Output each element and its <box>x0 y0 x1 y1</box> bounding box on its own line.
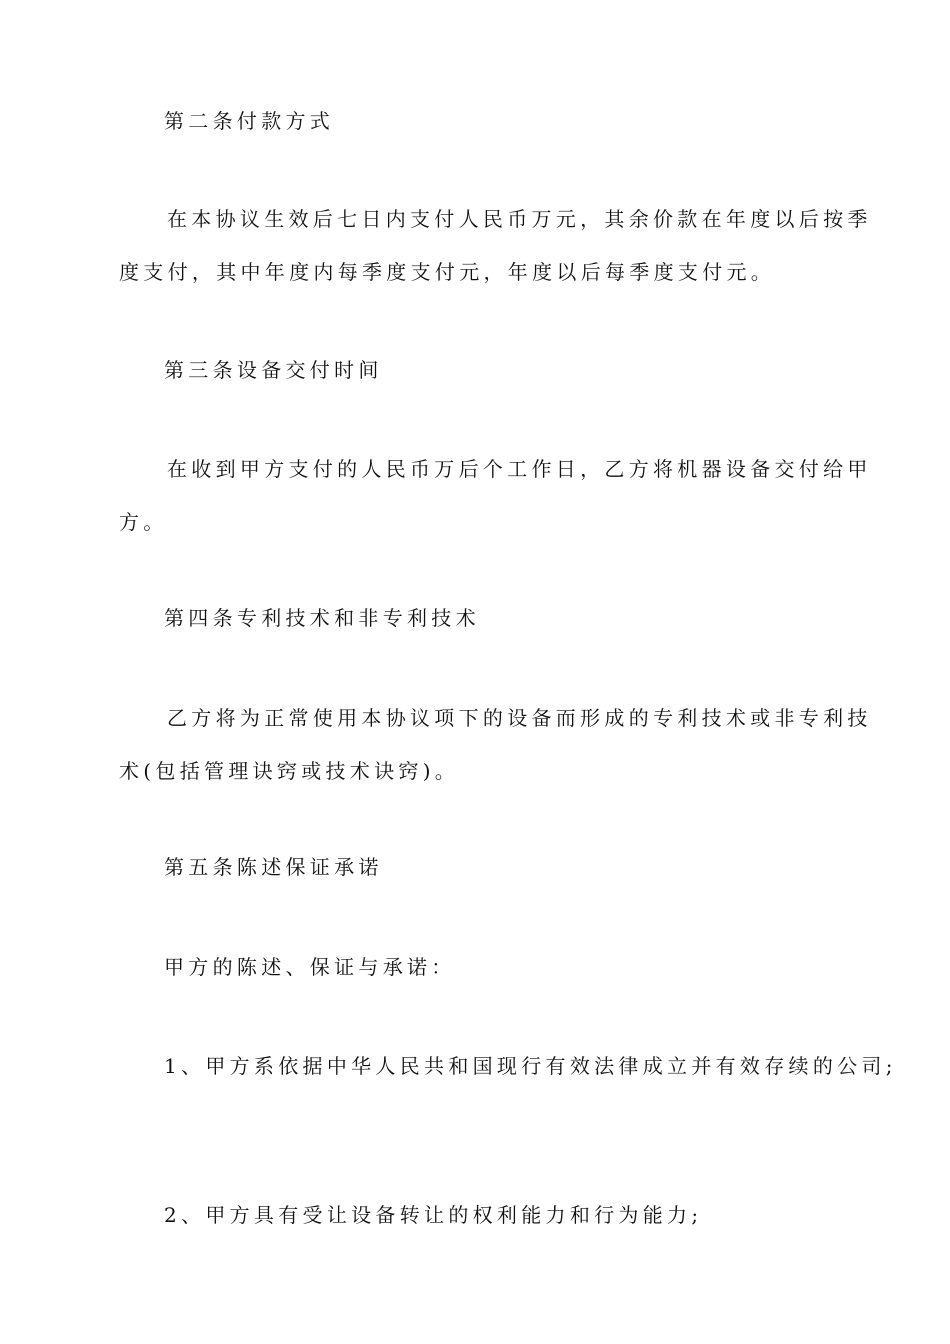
article2-paragraph-line2: 度支付，其中年度内每季度支付元，年度以后每季度支付元。 <box>119 260 776 284</box>
article5-intro: 甲方的陈述、保证与承诺： <box>164 955 456 979</box>
article4-heading: 第四条专利技术和非专利技术 <box>164 606 480 630</box>
article5-item-2: 2、甲方具有受让设备转让的权利能力和行为能力; <box>164 1203 703 1227</box>
article5-item-1: 1、甲方系依据中华人民共和国现行有效法律成立并有效存续的公司; <box>164 1054 897 1078</box>
article5-heading: 第五条陈述保证承诺 <box>164 855 383 879</box>
article2-heading: 第二条付款方式 <box>164 109 335 133</box>
article4-paragraph-line1: 乙方将为正常使用本协议项下的设备而形成的专利技术或非专利技 <box>167 706 872 730</box>
article2-paragraph-line1: 在本协议生效后七日内支付人民币万元，其余价款在年度以后按季 <box>167 207 872 231</box>
article3-paragraph-line1: 在收到甲方支付的人民币万后个工作日，乙方将机器设备交付给甲 <box>167 457 872 481</box>
article4-paragraph-line2: 术(包括管理诀窍或技术诀窍)。 <box>119 759 460 783</box>
article3-heading: 第三条设备交付时间 <box>164 358 383 382</box>
article3-paragraph-line2: 方。 <box>119 510 168 534</box>
